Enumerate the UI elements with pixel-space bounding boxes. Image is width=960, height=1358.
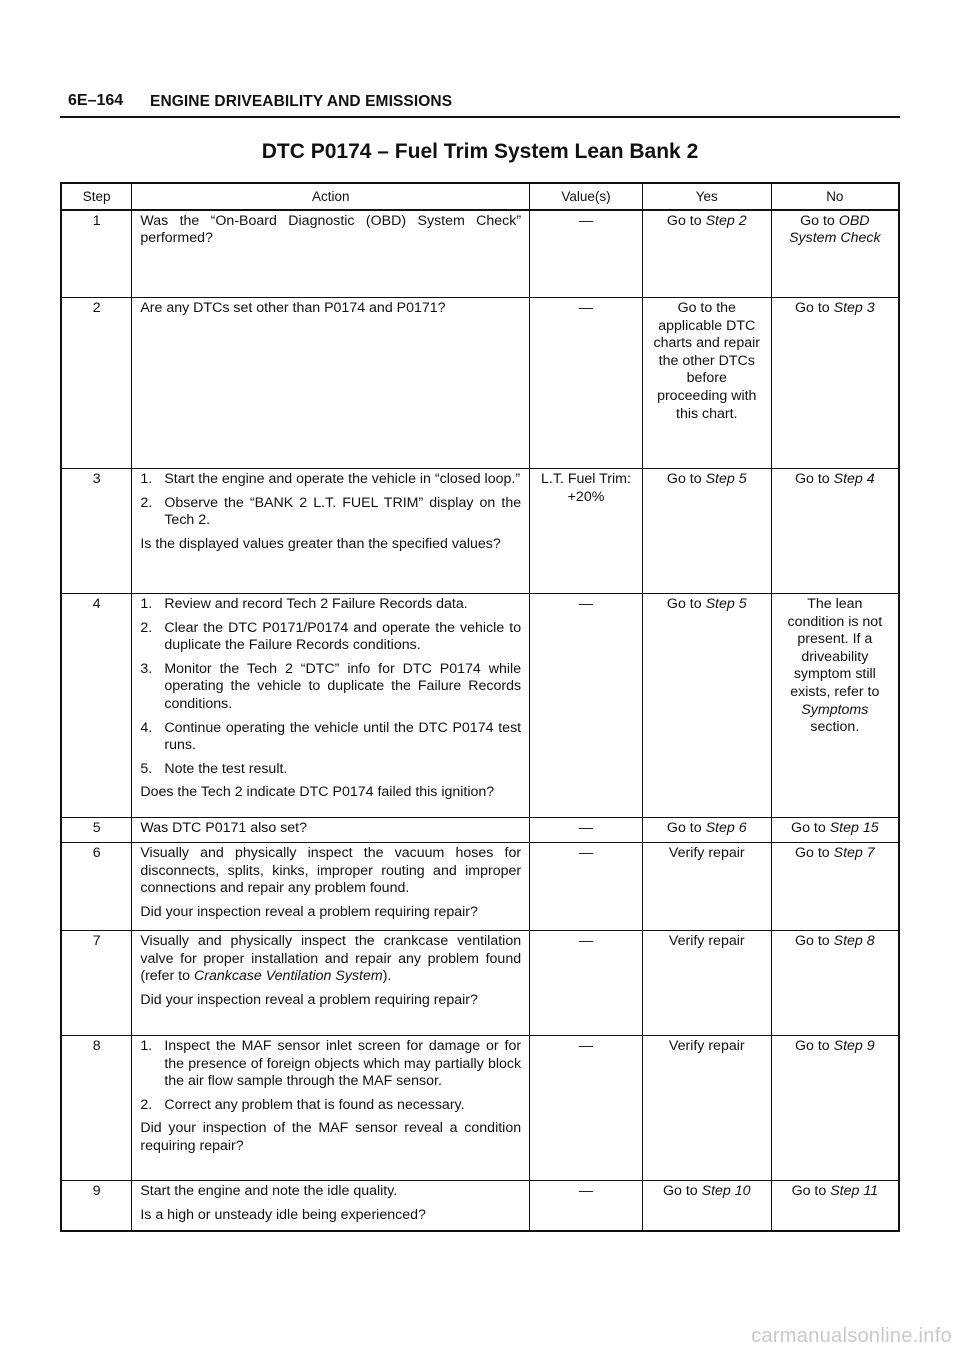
- no-text: Go to: [794, 933, 834, 950]
- step-link[interactable]: Step 9: [833, 1038, 875, 1055]
- table-row: [61, 298, 899, 469]
- yes-text: Go to: [666, 820, 706, 837]
- obd-system-check-link[interactable]: OBD System Check: [789, 212, 881, 247]
- no-text: The lean condition is not present. If a driveability symptom still exists, refer to: [787, 596, 883, 701]
- no-cell: [771, 210, 899, 298]
- list-item: 1. Start the engine and operate the vehicle in “closed loop.”: [140, 471, 521, 488]
- list-item: 2. Correct any problem that is found as necessary.: [140, 1096, 465, 1113]
- action-question: Is a high or unsteady idle being experienced?: [140, 1206, 426, 1223]
- action-cell: [132, 469, 530, 594]
- yes-cell: [642, 818, 771, 843]
- column-header-step: Step: [61, 183, 132, 210]
- no-text: Go to: [800, 212, 839, 229]
- yes-text: Verify repair: [668, 1038, 745, 1055]
- action-text: Was the “On-Board Diagnostic (OBD) System Check” performed?: [140, 212, 522, 247]
- list-item: 5. Note the test result.: [140, 760, 288, 777]
- step-number: 1: [61, 210, 132, 298]
- no-cell: [771, 298, 899, 469]
- no-cell: [771, 1036, 899, 1181]
- value-cell: —: [530, 1181, 643, 1231]
- yes-text: Go to: [662, 1183, 702, 1200]
- column-header-action: Action: [132, 183, 530, 210]
- action-question: Did your inspection reveal a problem requiring repair?: [140, 903, 478, 920]
- action-text: Visually and physically inspect the vacuum hoses for disconnects, splits, kinks, improper routing and improper connections and repair any problem found.: [140, 845, 522, 897]
- step-link[interactable]: Step 4: [833, 471, 875, 488]
- action-text: Was DTC P0171 also set?: [140, 820, 307, 837]
- step-link[interactable]: Step 11: [830, 1183, 879, 1200]
- no-cell: [771, 931, 899, 1036]
- action-cell: [132, 818, 530, 843]
- list-item: 2. Observe the “BANK 2 L.T. FUEL TRIM” display on the Tech 2.: [140, 494, 522, 529]
- list-item: 4. Continue operating the vehicle until the DTC P0174 test runs.: [140, 719, 522, 754]
- step-number: 4: [61, 594, 132, 818]
- step-link[interactable]: Step 8: [833, 933, 875, 950]
- yes-cell: [642, 594, 771, 818]
- action-steps: [140, 471, 521, 530]
- value-cell: —: [530, 818, 643, 843]
- yes-text: Go to the applicable DTC charts and repair the other DTCs before proceeding with this chart.: [653, 300, 760, 422]
- no-text: Go to: [794, 845, 834, 862]
- yes-text: Go to: [666, 212, 706, 229]
- action-question: Is the displayed values greater than the specified values?: [140, 535, 501, 552]
- action-cell: [132, 931, 530, 1036]
- table-row: [61, 1181, 899, 1231]
- yes-cell: [642, 1036, 771, 1181]
- watermark: carmanualsonline.info: [751, 1325, 952, 1347]
- no-text: Go to: [791, 1183, 831, 1200]
- yes-text: Verify repair: [668, 933, 745, 950]
- list-item: 1. Review and record Tech 2 Failure Records data.: [140, 596, 468, 613]
- yes-cell: [642, 469, 771, 594]
- value-cell: L.T. Fuel Trim: +20%: [530, 469, 643, 594]
- symptoms-link[interactable]: Symptoms: [801, 701, 869, 718]
- action-text: Start the engine and note the idle quality.: [140, 1183, 398, 1200]
- step-link[interactable]: Step 7: [833, 845, 875, 862]
- no-cell: [771, 843, 899, 931]
- section-title: ENGINE DRIVEABILITY AND EMISSIONS: [150, 93, 453, 110]
- value-cell: —: [530, 298, 643, 469]
- no-cell: [771, 469, 899, 594]
- yes-cell: [642, 1181, 771, 1231]
- action-cell: [132, 1036, 530, 1181]
- step-number: 5: [61, 818, 132, 843]
- yes-text: Go to: [666, 471, 706, 488]
- step-link[interactable]: Step 15: [829, 820, 879, 837]
- step-link[interactable]: Step 5: [705, 596, 747, 613]
- yes-text: Verify repair: [668, 845, 745, 862]
- action-cell: [132, 594, 530, 818]
- action-text: Visually and physically inspect the crankcase ventilation valve for proper installation and repair any problem found (refer to Crankcase Ventilation System).: [140, 933, 522, 985]
- action-steps: [140, 596, 521, 778]
- list-item: 1. Inspect the MAF sensor inlet screen for damage or for the presence of foreign objects which may partially block the air flow sample through the MAF sensor.: [140, 1038, 522, 1090]
- step-link[interactable]: Step 5: [705, 471, 747, 488]
- action-cell: [132, 843, 530, 931]
- table-row: [61, 843, 899, 931]
- step-number: 2: [61, 298, 132, 469]
- action-cell: [132, 210, 530, 298]
- table-row: [61, 931, 899, 1036]
- action-cell: [132, 1181, 530, 1231]
- document-title: DTC P0174 – Fuel Trim System Lean Bank 2: [261, 140, 699, 163]
- step-number: 3: [61, 469, 132, 594]
- step-number: 9: [61, 1181, 132, 1231]
- step-link[interactable]: Step 3: [833, 300, 875, 317]
- yes-text: Go to: [666, 596, 706, 613]
- step-link[interactable]: Step 6: [705, 820, 747, 837]
- table-row: [61, 818, 899, 843]
- no-text: Go to: [794, 1038, 834, 1055]
- action-question: Did your inspection of the MAF sensor reveal a condition requiring repair?: [140, 1120, 522, 1155]
- crankcase-ventilation-link[interactable]: Crankcase Ventilation System: [193, 968, 383, 985]
- value-cell: —: [530, 843, 643, 931]
- step-link[interactable]: Step 10: [701, 1183, 751, 1200]
- table-row: [61, 594, 899, 818]
- yes-cell: [642, 210, 771, 298]
- table-row: [61, 1036, 899, 1181]
- value-cell: —: [530, 1036, 643, 1181]
- column-header-yes: Yes: [642, 183, 771, 210]
- action-question: Does the Tech 2 indicate DTC P0174 failed this ignition?: [140, 784, 495, 801]
- value-cell: —: [530, 210, 643, 298]
- action-cell: [132, 298, 530, 469]
- yes-cell: [642, 298, 771, 469]
- step-number: 7: [61, 931, 132, 1036]
- value-cell: —: [530, 594, 643, 818]
- column-header-no: No: [771, 183, 899, 210]
- action-question: Did your inspection reveal a problem requiring repair?: [140, 991, 478, 1008]
- no-cell: [771, 594, 899, 818]
- yes-cell: [642, 931, 771, 1036]
- table-header-row: [61, 183, 899, 210]
- step-number: 6: [61, 843, 132, 931]
- no-text: Go to: [794, 300, 834, 317]
- no-cell: [771, 818, 899, 843]
- yes-cell: [642, 843, 771, 931]
- page-header: [60, 88, 900, 118]
- no-text-suffix: section.: [810, 719, 860, 736]
- column-header-values: Value(s): [530, 183, 643, 210]
- no-cell: [771, 1181, 899, 1231]
- action-steps: [140, 1038, 521, 1114]
- step-link[interactable]: Step 2: [705, 212, 747, 229]
- table-row: [61, 210, 899, 298]
- step-number: 8: [61, 1036, 132, 1181]
- page-number: 6E–164: [68, 92, 124, 109]
- diagnostic-table: [60, 182, 900, 1232]
- list-item: 3. Monitor the Tech 2 “DTC” info for DTC P0174 while operating the vehicle to duplicate the Failure Records conditions.: [140, 660, 522, 713]
- list-item: 2. Clear the DTC P0171/P0174 and operate the vehicle to duplicate the Failure Records conditions.: [140, 619, 522, 654]
- table-row: [61, 469, 899, 594]
- value-cell: —: [530, 931, 643, 1036]
- action-text: Are any DTCs set other than P0174 and P0171?: [140, 300, 446, 317]
- no-text: Go to: [794, 471, 834, 488]
- no-text: Go to: [791, 820, 830, 837]
